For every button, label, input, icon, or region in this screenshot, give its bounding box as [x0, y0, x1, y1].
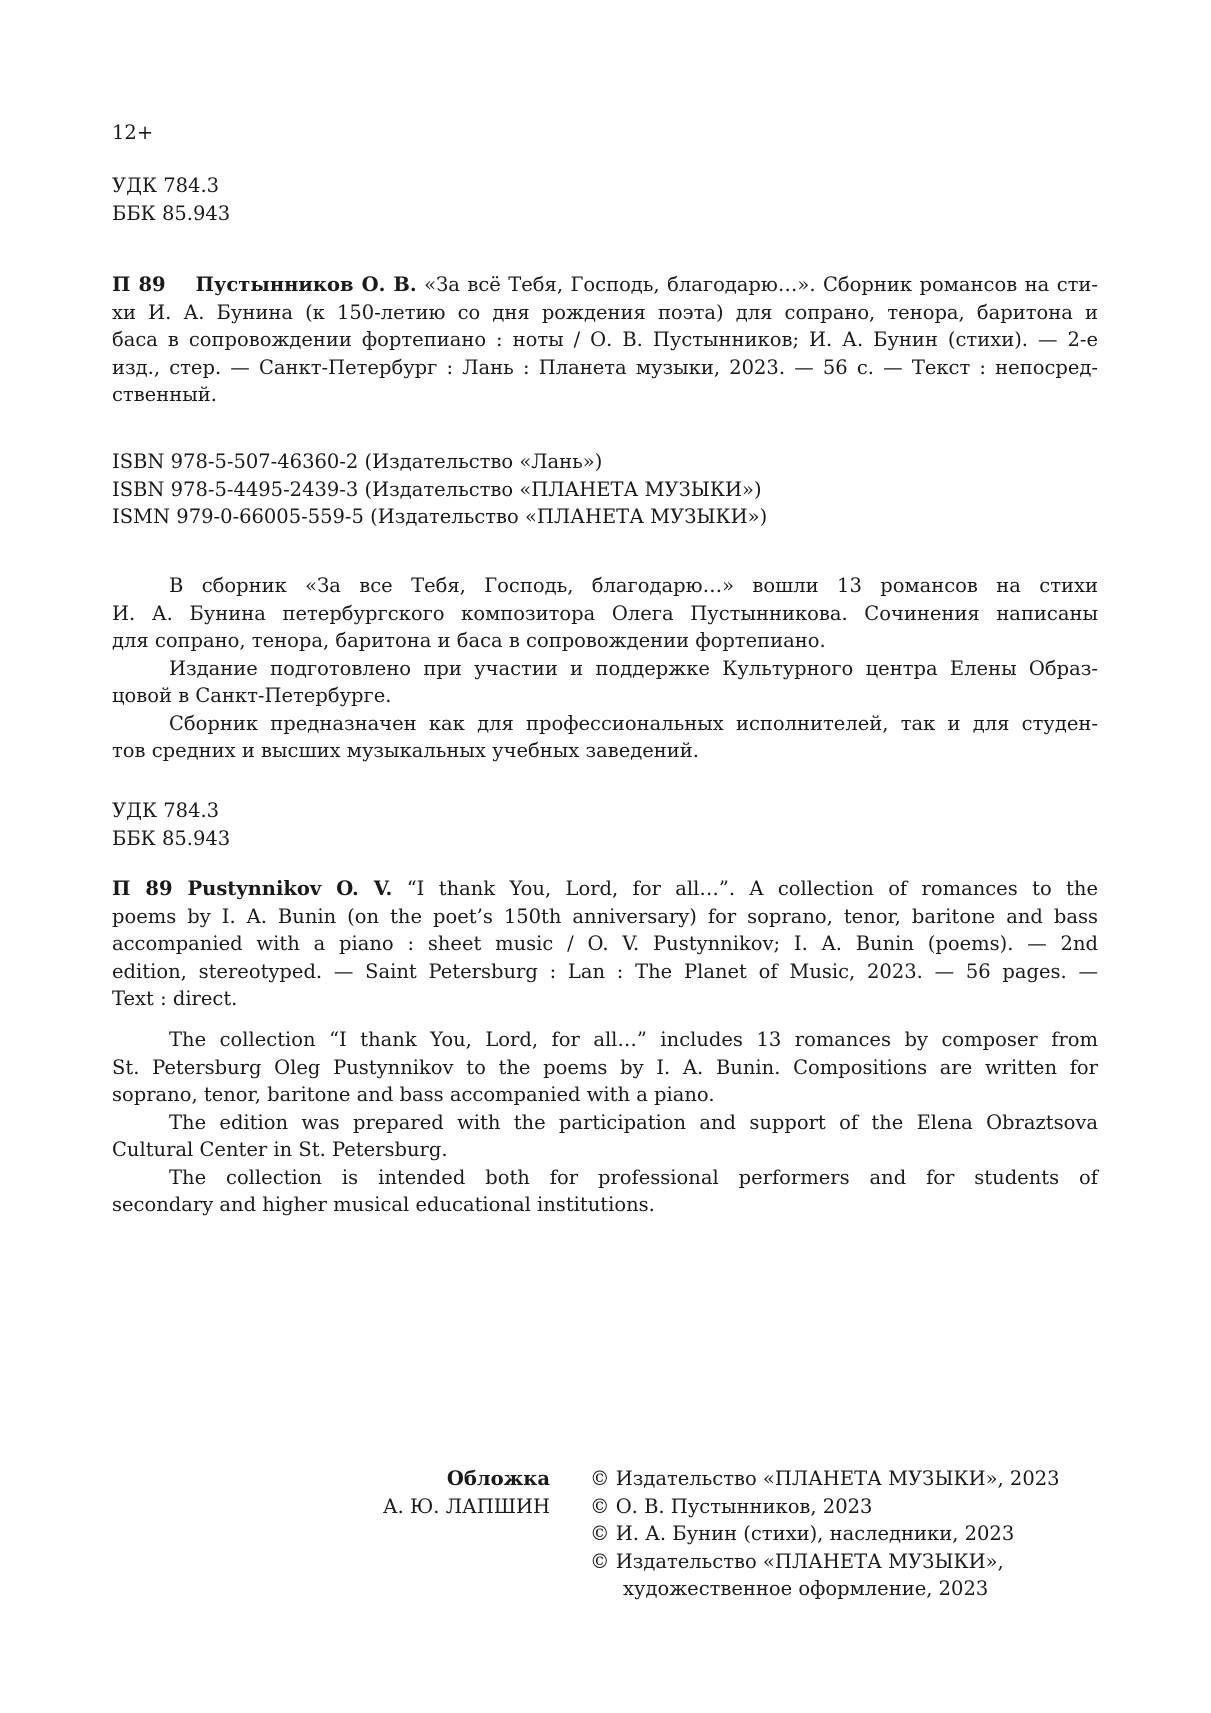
bbk-code-en: ББК 85.943: [112, 826, 231, 850]
bib-ru-line-4: изд., стер. — Санкт-Петербург : Лань : Планета музыки, 2023. — 56 с. — Текст : непосред-: [112, 355, 1098, 379]
annotation-ru-p3-l1: Сборник предназначен как для профессиональных исполнителей, так и для студен-: [169, 711, 1098, 735]
bib-en-code-author: П 89 Pustynnikov O. V.: [112, 877, 393, 900]
annotation-en-p3-l2: secondary and higher musical educational institutions.: [112, 1193, 655, 1216]
copyright-design: © Издательство «ПЛАНЕТА МУЗЫКИ»,: [590, 1549, 1004, 1573]
bib-en-line-5: Text : direct.: [112, 987, 238, 1010]
isbn-planet: ISBN 978-5-4495-2439-3 (Издательство «ПЛАНЕТА МУЗЫКИ»): [112, 477, 762, 501]
cover-label: [330, 1465, 550, 1493]
copyright-design-cont: художественное оформление, 2023: [623, 1577, 989, 1600]
annotation-en-p2-l1: The edition was prepared with the participation and support of the Elena Obraztsova: [169, 1110, 1098, 1134]
udk-code: УДК 784.3: [112, 174, 220, 197]
bib-ru-author: Пустынников О. В.: [195, 273, 417, 296]
bibliographic-record-ru: [112, 271, 1098, 409]
annotation-en-p1-l3: soprano, tenor, baritone and bass accompanied with a piano.: [112, 1083, 715, 1106]
bib-ru-line-2: хи И. А. Бунина (к 150-летию со дня рождения поэта) для сопрано, тенора, баритона и: [112, 300, 1098, 324]
copyright-author: © О. В. Пустынников, 2023: [590, 1494, 873, 1518]
bib-en-line-2: poems by I. A. Bunin (on the poet’s 150th anniversary) for soprano, tenor, baritone and bass: [112, 904, 1098, 928]
bib-en-line-4: edition, stereotyped. — Saint Petersburg : Lan : The Planet of Music, 2023. — 56 pages. —: [112, 959, 1098, 983]
cover-credit: [330, 1465, 550, 1520]
cover-label-text: Обложка: [446, 1467, 550, 1490]
annotation-ru-p2-l1: Издание подготовлено при участии и поддержке Культурного центра Елены Образ-: [169, 656, 1098, 680]
annotation-ru: [112, 572, 1098, 765]
annotation-ru-p1-l1: В сборник «За все Тебя, Господь, благодарю…» вошли 13 романсов на стихи: [169, 574, 1098, 597]
bbk-code: ББК 85.943: [112, 201, 231, 225]
copyright-poems: © И. А. Бунин (стихи), наследники, 2023: [590, 1522, 1015, 1545]
ismn-planet: ISMN 979-0-66005-559-5 (Издательство «ПЛАНЕТА МУЗЫКИ»): [112, 505, 768, 528]
bib-en-line-1: [112, 875, 1098, 903]
annotation-en-p3-l1: The collection is intended both for professional performers and for students of: [169, 1165, 1098, 1189]
annotation-ru-p1-l2: И. А. Бунина петербургского композитора Олега Пустынникова. Сочинения написаны: [112, 601, 1098, 625]
annotation-ru-p3-l2: тов средних и высших музыкальных учебных заведений.: [112, 739, 699, 762]
bibliographic-record-en: [112, 875, 1098, 1013]
bib-en-line-3: accompanied with a piano : sheet music / O. V. Pustynnikov; I. A. Bunin (poems). — 2nd: [112, 932, 1098, 955]
isbn-lan: ISBN 978-5-507-46360-2 (Издательство «Лань»): [112, 450, 603, 473]
bib-ru-line-5: ственный.: [112, 383, 217, 406]
age-rating-text: 12+: [112, 121, 154, 144]
annotation-ru-p2-l2: цовой в Санкт-Петербурге.: [112, 684, 392, 707]
bib-ru-title: «За всё Тебя, Господь, благодарю…». Сборник романсов на сти-: [424, 273, 1099, 296]
annotation-ru-p1-l3: для сопрано, тенора, баритона и баса в сопровождении фортепиано.: [112, 629, 826, 652]
annotation-en-p1-l1: The collection “I thank You, Lord, for all…” includes 13 romances by composer from: [169, 1028, 1098, 1051]
isbn-list: [112, 448, 1098, 531]
classification-ru: [112, 172, 1098, 227]
annotation-en: [112, 1026, 1098, 1219]
copyright-notices: [590, 1465, 1110, 1603]
bib-ru-line-3: баса в сопровождении фортепиано : ноты / О. В. Пустынников; И. А. Бунин (стихи). — 2-е: [112, 328, 1098, 351]
copyright-publisher: © Издательство «ПЛАНЕТА МУЗЫКИ», 2023: [590, 1467, 1060, 1490]
age-rating: [112, 119, 1098, 147]
cover-artist: А. Ю. ЛАПШИН: [382, 1494, 550, 1518]
udk-code-en: УДК 784.3: [112, 799, 220, 822]
annotation-en-p2-l2: Cultural Center in St. Petersburg.: [112, 1138, 448, 1161]
bib-ru-code: П 89: [112, 273, 166, 296]
bib-ru-line-1: [112, 271, 1098, 299]
annotation-en-p1-l2: St. Petersburg Oleg Pustynnikov to the poems by I. A. Bunin. Compositions are written for: [112, 1055, 1098, 1079]
bib-en-title: “I thank You, Lord, for all…”. A collection of romances to the: [406, 877, 1098, 900]
classification-en: [112, 797, 1098, 852]
